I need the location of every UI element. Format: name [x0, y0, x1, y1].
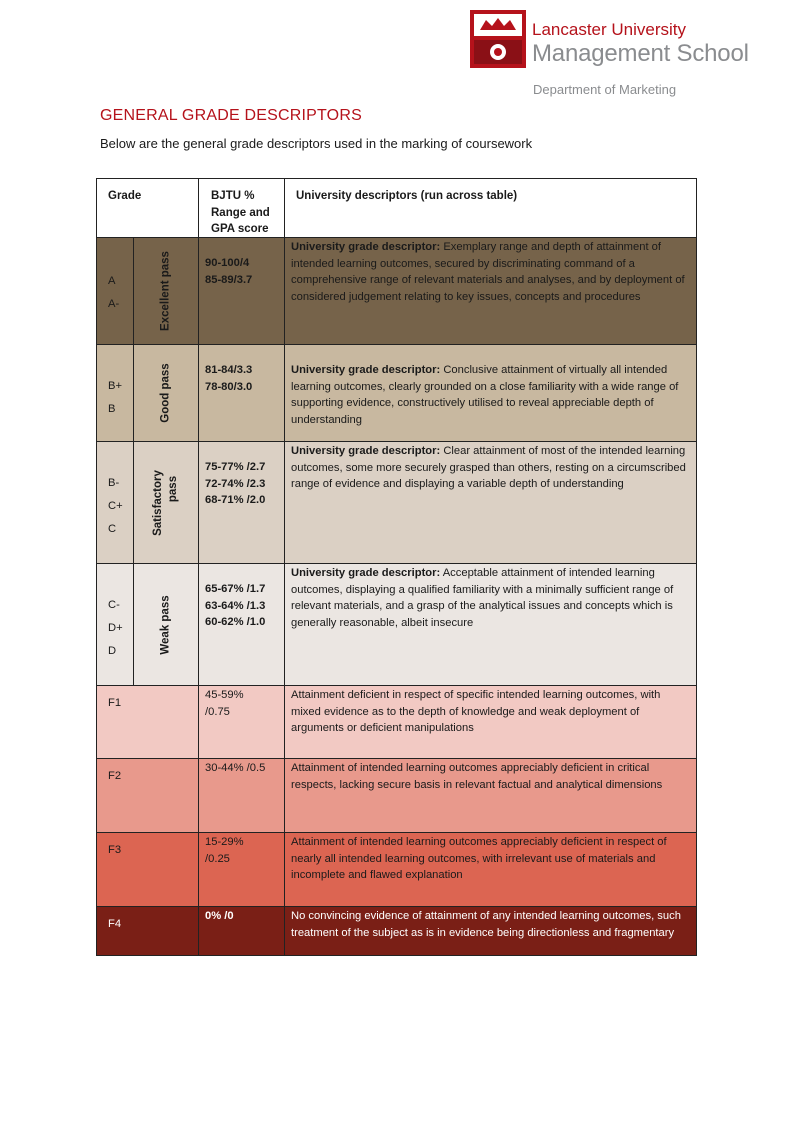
grade-cell: B- C+ C — [97, 442, 134, 563]
department-name: Department of Marketing — [533, 82, 677, 97]
table-row-f3 — [97, 832, 696, 906]
table-row-f4 — [97, 906, 696, 955]
range-cell: 65-67% /1.7 63-64% /1.3 60-62% /1.0 — [198, 564, 384, 685]
table-row-good — [97, 344, 696, 441]
range-cell: 90-100/4 85-89/3.7 — [198, 238, 384, 344]
header-descriptor: University descriptors (run across table) — [284, 179, 696, 237]
range-cell: 30-44% /0.5 — [198, 759, 384, 832]
descriptor-cell: University grade descriptor: Conclusive attainment of virtually all intended learning outcomes, clearly grounded on a close familiarity with a wide range of supporting evidence, constructively utilised to reveal appreciable depth of understanding — [284, 345, 696, 441]
band-label-satisfactory: Satisfactory pass — [152, 469, 179, 536]
grade-cell: F4 — [108, 918, 122, 930]
descriptor-cell: Attainment of intended learning outcomes appreciably deficient in critical respects, lacking secure basis in relevant factual and analytical dimensions — [284, 759, 696, 832]
grade-cell: C- D+ D — [97, 564, 134, 685]
intro-text: Below are the general grade descriptors used in the marking of coursework — [100, 136, 533, 151]
table-row-weak — [97, 563, 696, 685]
table-row-satisfactory — [97, 441, 696, 563]
range-cell: 81-84/3.3 78-80/3.0 — [198, 345, 384, 441]
table-header-row — [97, 179, 696, 237]
table-row-excellent — [97, 237, 696, 344]
descriptor-cell: No convincing evidence of attainment of any intended learning outcomes, such treatment of the subject as is in evidence being directionless and fragmentary — [284, 907, 696, 955]
page-title: GENERAL GRADE DESCRIPTORS — [100, 107, 362, 124]
band-cell — [134, 238, 198, 344]
grade-cell: F2 — [108, 770, 122, 782]
grade-cell: B+ B — [97, 345, 134, 441]
band-cell — [134, 345, 198, 441]
grade-descriptors-table — [96, 178, 697, 956]
range-cell: 15-29% /0.25 — [198, 833, 384, 906]
descriptor-cell: Attainment deficient in respect of specific intended learning outcomes, with mixed evidence as to the depth of knowledge and weak deployment of arguments or deficient manipulations — [284, 686, 696, 758]
header-range: BJTU % Range and GPA score — [198, 179, 384, 237]
table-row-f2 — [97, 758, 696, 832]
descriptor-cell: University grade descriptor: Acceptable attainment of intended learning outcomes, displaying a qualified familiarity with a minimally sufficient range of relevant materials, and a grasp of the analytical issues and concepts which is generally reasonable, albeit insecure — [284, 564, 696, 685]
grade-cell: F1 — [108, 697, 122, 709]
range-cell: 45-59% /0.75 — [198, 686, 384, 758]
descriptor-cell: University grade descriptor: Clear attainment of most of the intended learning outcomes, some more securely grasped than others, resting on a circumscribed range of evidence and displaying a variable depth of understanding — [284, 442, 696, 563]
lancaster-crest-icon — [470, 10, 526, 68]
descriptor-cell: Attainment of intended learning outcomes appreciably deficient in respect of nearly all intended learning outcomes, with irrelevant use of materials and incomplete and flawed explanation — [284, 833, 696, 906]
descriptor-cell: University grade descriptor: Exemplary range and depth of attainment of intended learning outcomes, secured by discriminating command of a comprehensive range of relevant materials and analyses, and by deployment of considered judgement relating to key issues, concepts and procedures — [284, 238, 696, 344]
band-cell — [134, 564, 198, 685]
logo-line-university: Lancaster University — [532, 20, 687, 39]
range-cell: 0% /0 — [198, 907, 384, 955]
range-cell: 75-77% /2.7 72-74% /2.3 68-71% /2.0 — [198, 442, 384, 563]
band-label-weak: Weak pass — [159, 594, 172, 655]
band-cell — [134, 442, 198, 563]
university-logo — [470, 10, 760, 70]
band-label-excellent: Excellent pass — [159, 251, 172, 331]
grade-cell: A A- — [97, 238, 134, 344]
table-row-f1 — [97, 685, 696, 758]
grade-cell: F3 — [108, 844, 122, 856]
header-grade: Grade — [108, 190, 142, 202]
band-label-good: Good pass — [159, 363, 172, 423]
logo-line-school: Management School — [532, 40, 749, 67]
